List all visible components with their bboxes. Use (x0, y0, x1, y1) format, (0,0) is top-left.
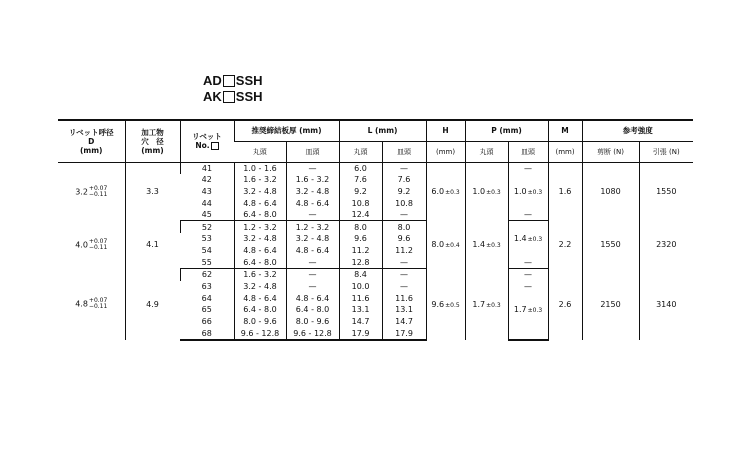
header-m: M (548, 120, 582, 141)
cell-hole-diameter: 4.1 (125, 221, 180, 268)
model-codes (203, 73, 263, 105)
header-grip-range: 推奨締結板厚 (mm) (234, 120, 339, 141)
cell-l-round: 8.0 (339, 221, 382, 233)
cell-l-round: 9.6 (339, 233, 382, 245)
spec-table-body (58, 162, 693, 340)
cell-l-flat: 9.6 (382, 233, 426, 245)
cell-p-round: 1.4±0.3 (465, 221, 508, 268)
cell-rivet-no: 44 (201, 198, 212, 208)
cell-p-flat (508, 316, 548, 328)
header-tensile: 引張 (N) (639, 141, 693, 162)
cell-l-round: 14.7 (339, 316, 382, 328)
cell-grip-flat: — (286, 209, 339, 221)
cell-grip-flat: — (286, 162, 339, 174)
cell-rivet-no: 54 (201, 245, 212, 255)
cell-grip-flat: — (286, 256, 339, 268)
cell-grip-flat: 4.8 - 6.4 (286, 292, 339, 304)
cell-l-round: 11.2 (339, 245, 382, 257)
cell-l-round: 6.0 (339, 162, 382, 174)
header-h: H (426, 120, 465, 141)
header-hole-diameter: 加工物 穴 径 (mm) (125, 120, 180, 162)
cell-p-flat: 1.4±0.3 (508, 233, 548, 245)
cell-l-round: 9.2 (339, 186, 382, 198)
cell-rivet-nominal: 4.0 +0.07 −0.11 (75, 237, 108, 251)
model-prefix: AD (203, 73, 222, 88)
header-p-round: 丸頭 (465, 141, 508, 162)
model-code-ad (203, 73, 263, 89)
cell-grip-flat: 1.2 - 3.2 (286, 221, 339, 233)
cell-rivet-no: 65 (201, 305, 212, 315)
cell-p-flat (508, 327, 548, 340)
cell-l-flat: — (382, 281, 426, 293)
cell-m: 2.6 (548, 268, 582, 340)
cell-rivet-no: 45 (180, 209, 234, 221)
header-l-flat: 皿頭 (382, 141, 426, 162)
header-grip-flat: 皿頭 (286, 141, 339, 162)
header-p-flat: 皿頭 (508, 141, 548, 162)
model-code-ak (203, 89, 263, 105)
placeholder-square-icon (211, 142, 219, 150)
header-grip-round: 丸頭 (234, 141, 286, 162)
cell-grip-flat: 1.6 - 3.2 (286, 174, 339, 186)
cell-grip-flat: — (286, 268, 339, 280)
cell-grip-round: 6.4 - 8.0 (234, 209, 286, 221)
cell-l-flat: 11.6 (382, 292, 426, 304)
cell-l-round: 10.8 (339, 197, 382, 209)
cell-l-round: 17.9 (339, 327, 382, 340)
table-row (58, 221, 693, 233)
cell-l-round: 12.4 (339, 209, 382, 221)
header-m-unit: (mm) (548, 141, 582, 162)
header-p: P (mm) (465, 120, 548, 141)
model-suffix: SSH (235, 89, 263, 104)
placeholder-square-icon (223, 75, 235, 87)
cell-shear: 2150 (582, 268, 639, 340)
table-row (58, 268, 693, 280)
cell-rivet-no: 43 (201, 186, 212, 196)
cell-p-round: 1.0±0.3 (465, 162, 508, 221)
cell-grip-flat: 8.0 - 9.6 (286, 316, 339, 328)
cell-grip-round: 1.6 - 3.2 (234, 174, 286, 186)
cell-tensile: 1550 (639, 162, 693, 221)
cell-l-flat: — (382, 256, 426, 268)
cell-rivet-no: 63 (201, 281, 212, 291)
cell-p-flat (508, 245, 548, 257)
cell-rivet-nominal: 4.8 +0.07 −0.11 (75, 297, 108, 311)
cell-l-flat: — (382, 162, 426, 174)
cell-l-flat: — (382, 268, 426, 280)
cell-grip-round: 4.8 - 6.4 (234, 292, 286, 304)
cell-rivet-nominal: 3.2 +0.07 −0.11 (75, 184, 108, 198)
cell-p-flat: 1.0±0.3 (508, 186, 548, 198)
header-length: L (mm) (339, 120, 426, 141)
cell-grip-flat: 6.4 - 8.0 (286, 304, 339, 316)
cell-l-flat: 9.2 (382, 186, 426, 198)
cell-l-flat: 13.1 (382, 304, 426, 316)
placeholder-square-icon (223, 91, 235, 103)
cell-rivet-no: 64 (201, 293, 212, 303)
header-h-unit: (mm) (426, 141, 465, 162)
cell-l-flat: — (382, 209, 426, 221)
cell-p-flat (508, 197, 548, 209)
cell-p-flat (508, 221, 548, 233)
cell-grip-flat: 9.6 - 12.8 (286, 327, 339, 340)
cell-tensile: 3140 (639, 268, 693, 340)
cell-l-round: 8.4 (339, 268, 382, 280)
cell-l-flat: 11.2 (382, 245, 426, 257)
cell-grip-flat: 3.2 - 4.8 (286, 233, 339, 245)
cell-grip-flat: — (286, 281, 339, 293)
model-prefix: AK (203, 89, 222, 104)
header-l-round: 丸頭 (339, 141, 382, 162)
cell-tensile: 2320 (639, 221, 693, 268)
cell-l-flat: 10.8 (382, 197, 426, 209)
cell-h: 6.0±0.3 (426, 162, 465, 221)
rivet-spec-table (58, 119, 693, 341)
cell-p-flat (508, 174, 548, 186)
cell-p-flat: — (508, 162, 548, 174)
cell-l-flat: 8.0 (382, 221, 426, 233)
cell-rivet-no: 68 (180, 327, 234, 340)
cell-h: 8.0±0.4 (426, 221, 465, 268)
cell-rivet-no: 53 (201, 234, 212, 244)
cell-shear: 1080 (582, 162, 639, 221)
cell-grip-round: 3.2 - 4.8 (234, 233, 286, 245)
cell-grip-round: 6.4 - 8.0 (234, 304, 286, 316)
cell-l-flat: 7.6 (382, 174, 426, 186)
model-suffix: SSH (235, 73, 263, 88)
cell-m: 2.2 (548, 221, 582, 268)
cell-l-round: 7.6 (339, 174, 382, 186)
header-strength: 参考強度 (582, 120, 693, 141)
cell-grip-round: 6.4 - 8.0 (234, 256, 286, 268)
cell-rivet-no: 42 (201, 175, 212, 185)
cell-grip-round: 4.8 - 6.4 (234, 245, 286, 257)
cell-l-round: 11.6 (339, 292, 382, 304)
cell-grip-round: 1.6 - 3.2 (234, 268, 286, 280)
cell-p-flat: — (508, 281, 548, 293)
cell-shear: 1550 (582, 221, 639, 268)
cell-p-flat: — (508, 268, 548, 280)
cell-grip-flat: 3.2 - 4.8 (286, 186, 339, 198)
cell-grip-flat: 4.8 - 6.4 (286, 197, 339, 209)
cell-grip-round: 3.2 - 4.8 (234, 186, 286, 198)
header-rivet-no: リベット No. (180, 120, 234, 162)
cell-p-flat: — (508, 256, 548, 268)
cell-rivet-no: 52 (180, 221, 234, 233)
cell-grip-round: 1.2 - 3.2 (234, 221, 286, 233)
cell-rivet-no: 55 (180, 256, 234, 268)
cell-l-round: 13.1 (339, 304, 382, 316)
cell-grip-round: 9.6 - 12.8 (234, 327, 286, 340)
cell-l-round: 12.8 (339, 256, 382, 268)
cell-h: 9.6±0.5 (426, 268, 465, 340)
cell-hole-diameter: 3.3 (125, 162, 180, 221)
table-row (58, 162, 693, 174)
cell-grip-round: 4.8 - 6.4 (234, 197, 286, 209)
header-shear: 剪断 (N) (582, 141, 639, 162)
cell-rivet-no: 41 (180, 162, 234, 174)
cell-p-flat: — (508, 209, 548, 221)
cell-grip-round: 3.2 - 4.8 (234, 281, 286, 293)
cell-m: 1.6 (548, 162, 582, 221)
cell-l-flat: 17.9 (382, 327, 426, 340)
header-rivet-nominal: リベット呼径 D (mm) (58, 120, 125, 162)
cell-p-flat (508, 292, 548, 304)
cell-l-flat: 14.7 (382, 316, 426, 328)
cell-l-round: 10.0 (339, 281, 382, 293)
cell-grip-round: 1.0 - 1.6 (234, 162, 286, 174)
cell-grip-flat: 4.8 - 6.4 (286, 245, 339, 257)
cell-p-flat: 1.7±0.3 (508, 304, 548, 316)
cell-grip-round: 8.0 - 9.6 (234, 316, 286, 328)
cell-p-round: 1.7±0.3 (465, 268, 508, 340)
cell-rivet-no: 66 (201, 316, 212, 326)
cell-rivet-no: 62 (180, 268, 234, 280)
cell-hole-diameter: 4.9 (125, 268, 180, 340)
